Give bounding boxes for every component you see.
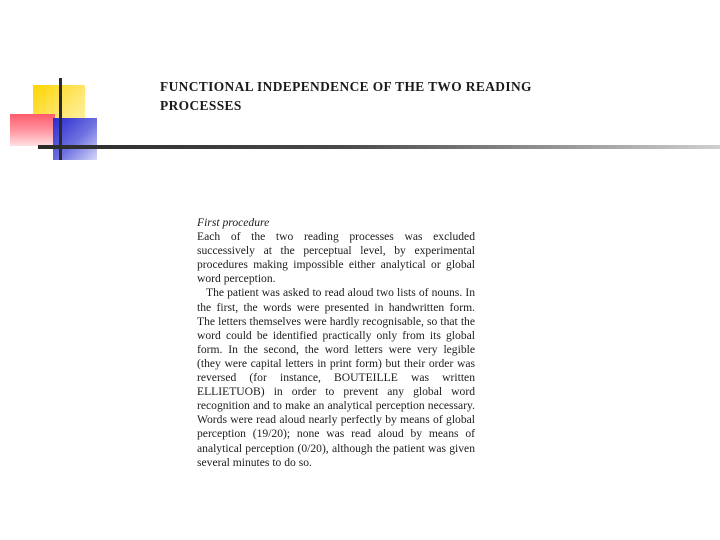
scanned-excerpt bbox=[197, 216, 475, 470]
slide-title bbox=[160, 77, 590, 115]
excerpt-paragraph-2: The patient was asked to read aloud two lists of nouns. In the first, the words were presented in handwritten form. The letters themselves were hardly recognisable, so that the word could be identified practically only from its global form. In the second, the word letters were very legible (they were capital letters in print form) but their order was reversed (for instance, BOUTEILLE was written ELLIETUOB) in order to prevent any global word recognition and to make an analytical perception necessary. Words were read aloud nearly perfectly by means of global perception (19/20); none was read aloud by means of analytical perception (0/20), although the patient was given several minutes to do so. bbox=[197, 286, 475, 469]
excerpt-heading: First procedure bbox=[197, 216, 270, 229]
excerpt-paragraph-1: Each of the two reading processes was excluded successively at the perceptual level, by experimental procedures making impossible either analytical or global word perception. bbox=[197, 230, 475, 286]
slide-title-line-1: FUNCTIONAL INDEPENDENCE OF THE TWO READING bbox=[160, 79, 532, 94]
slide-title-line-2: PROCESSES bbox=[160, 98, 242, 113]
red-square-decoration bbox=[10, 114, 55, 146]
horizontal-rule bbox=[38, 145, 720, 149]
